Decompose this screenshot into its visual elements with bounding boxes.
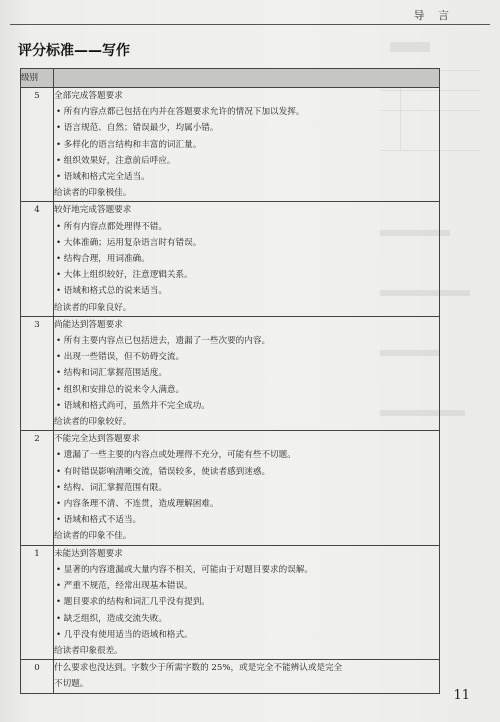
reader-impression: 给读者印象很差。 xyxy=(54,645,123,656)
description-cell xyxy=(54,660,440,693)
criterion-bullet: • 结构、词汇掌握范围有限。 xyxy=(56,482,167,493)
description-cell xyxy=(54,202,440,316)
table-header-row xyxy=(21,69,440,88)
header-rule xyxy=(10,24,490,25)
table-row xyxy=(21,316,440,430)
table-row xyxy=(21,431,440,545)
reader-impression: 给读者的印象较好。 xyxy=(54,417,132,428)
section-title: 评分标准——写作 xyxy=(18,43,130,59)
level-cell: 1 xyxy=(21,545,54,659)
criterion-bullet: • 语域和格式总的说来适当。 xyxy=(56,286,167,297)
table-body xyxy=(21,88,440,694)
scoring-table xyxy=(20,68,440,694)
table-row xyxy=(21,88,440,202)
level-cell: 5 xyxy=(21,88,54,202)
criterion-bullet: • 几乎没有使用适当的语域和格式。 xyxy=(56,629,193,640)
level-summary: 不能完全达到答题要求 xyxy=(54,434,140,445)
reader-impression: 给读者的印象良好。 xyxy=(54,302,132,313)
criterion-bullet: • 出现一些错误，但不妨碍交流。 xyxy=(56,352,185,363)
criterion-bullet: • 所有内容点都已包括在内并在答题要求允许的情况下加以发挥。 xyxy=(56,107,305,118)
criterion-bullet: • 结构合理，用词准确。 xyxy=(56,254,150,265)
criterion-bullet: • 多样化的语言结构和丰富的词汇量。 xyxy=(56,139,202,150)
criterion-bullet: • 大体准确；运用复杂语言时有错误。 xyxy=(56,237,202,248)
level-cell: 2 xyxy=(21,431,54,545)
criterion-bullet: • 遗漏了一些主要的内容点或处理得不充分，可能有些不切题。 xyxy=(56,450,296,461)
description-cell xyxy=(54,431,440,545)
criterion-bullet: • 大体上组织较好，注意逻辑关系。 xyxy=(56,270,193,281)
criterion-bullet: • 语言规范、自然；错误最少，均属小错。 xyxy=(56,123,219,134)
criterion-bullet: • 题目要求的结构和词汇几乎没有提到。 xyxy=(56,597,210,608)
criterion-bullet: • 严重不规范，经常出现基本错误。 xyxy=(56,581,193,592)
criterion-bullet: • 内容条理不清、不连贯，造成理解困难。 xyxy=(56,499,219,510)
criterion-bullet: • 缺乏组织，造成交流失败。 xyxy=(56,613,167,624)
reader-impression: 不切题。 xyxy=(54,679,89,690)
criterion-bullet: • 语域和格式尚可，虽然并不完全成功。 xyxy=(56,400,210,411)
criterion-bullet: • 显著的内容遗漏或大量内容不相关，可能由于对题目要求的误解。 xyxy=(56,564,314,575)
description-cell xyxy=(54,316,440,430)
description-cell xyxy=(54,545,440,659)
criterion-bullet: • 语域和格式完全适当。 xyxy=(56,172,150,183)
criterion-bullet: • 组织效果好，注意前后呼应。 xyxy=(56,155,176,166)
column-header-description xyxy=(54,69,440,88)
criterion-bullet: • 有时错误影响清晰交流，错误较多，使读者感到迷惑。 xyxy=(56,466,271,477)
criterion-bullet: • 结构和词汇掌握范围适度。 xyxy=(56,368,167,379)
running-head: 导 言 xyxy=(413,9,454,22)
level-cell: 4 xyxy=(21,202,54,316)
level-summary: 什么要求也没达到。字数少于所需字数的 25%，或是完全不能辨认或是完全 xyxy=(54,663,343,674)
column-header-level: 级别 xyxy=(21,69,54,88)
level-cell: 0 xyxy=(21,660,54,693)
level-summary: 较好地完成答题要求 xyxy=(54,205,132,216)
criterion-bullet: • 所有内容点都处理得不错。 xyxy=(56,221,167,232)
criterion-bullet: • 语域和格式不适当。 xyxy=(56,515,142,526)
page-number: 11 xyxy=(453,688,470,703)
table-row xyxy=(21,545,440,659)
level-summary: 未能达到答题要求 xyxy=(54,548,123,559)
level-cell: 3 xyxy=(21,316,54,430)
criterion-bullet: • 所有主要内容点已包括进去，遗漏了一些次要的内容。 xyxy=(56,336,271,347)
reader-impression: 给读者的印象不佳。 xyxy=(54,531,132,542)
level-summary: 尚能达到答题要求 xyxy=(54,319,123,330)
criterion-bullet: • 组织和安排总的说来令人满意。 xyxy=(56,384,185,395)
description-cell xyxy=(54,88,440,202)
reader-impression: 给读者的印象极佳。 xyxy=(54,188,132,199)
level-summary: 全部完成答题要求 xyxy=(54,91,123,101)
table-row xyxy=(21,202,440,316)
table-row xyxy=(21,660,440,693)
